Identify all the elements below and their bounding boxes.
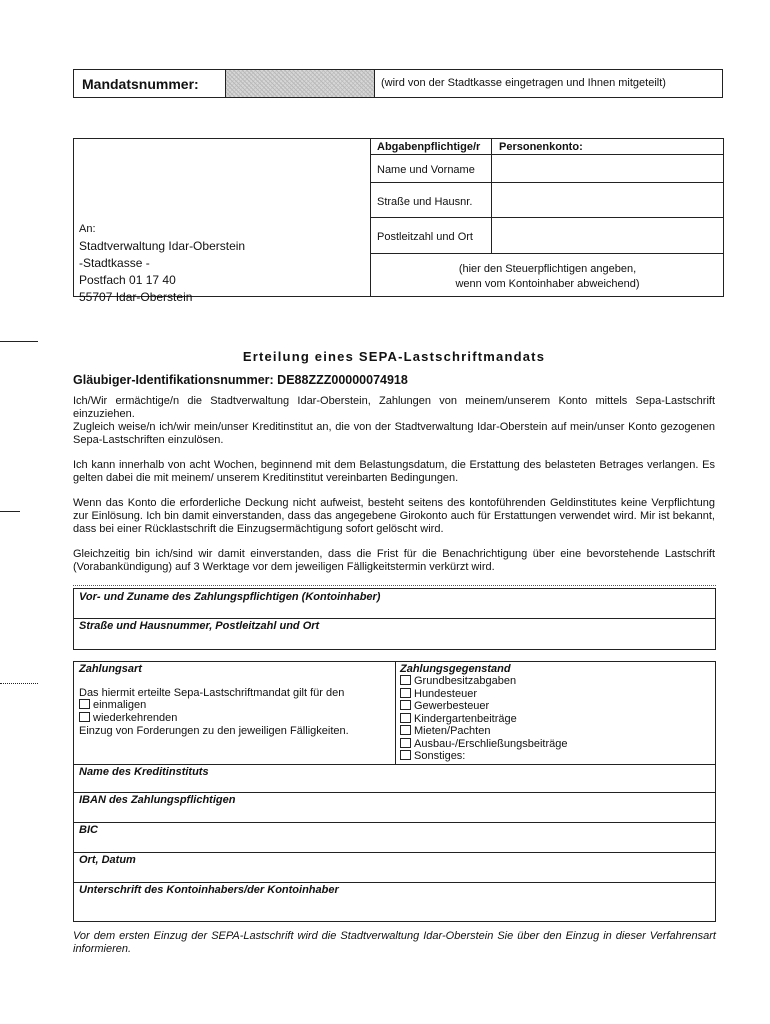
checkbox-subject[interactable] <box>400 675 411 685</box>
checkbox-subject[interactable] <box>400 700 411 710</box>
signature-label: Unterschrift des Kontoinhabers/der Kontoinhaber <box>79 884 339 896</box>
checkbox-recurring[interactable] <box>79 712 90 722</box>
payment-box <box>73 661 716 922</box>
fold-mark-middle <box>0 511 20 512</box>
payment-subject-label: Zahlungsgegenstand <box>400 663 511 675</box>
address-block <box>73 138 724 304</box>
recipient-address <box>79 221 245 306</box>
payment-type-label: Zahlungsart <box>79 663 142 675</box>
checkbox-once[interactable] <box>79 699 90 709</box>
mandate-text <box>73 395 715 574</box>
bank-line-4 <box>74 852 715 853</box>
bank-institute-label: Name des Kreditinstituts <box>79 766 209 778</box>
payer-row-zip: Postleitzahl und Ort <box>377 231 473 243</box>
payment-type-text: Das hiermit erteilte Sepa-Lastschriftmandat gilt für den <box>79 687 345 699</box>
iban-label: IBAN des Zahlungspflichtigen <box>79 794 236 806</box>
payer-street-field[interactable] <box>492 183 723 217</box>
subject-label: Hundesteuer <box>414 687 477 700</box>
payer-note <box>371 262 724 292</box>
payer-row-street: Straße und Hausnr. <box>377 196 473 208</box>
subject-label: Ausbau-/Erschließungsbeiträge <box>414 737 568 750</box>
subject-item[interactable] <box>400 700 567 713</box>
recipient-line2: -Stadtkasse - <box>79 256 150 270</box>
paragraph-1b: Zugleich weise/n ich/wir mein/unser Kreditinstitut an, die von der Stadtverwaltung Idar-Oberstein auf mein/unser Konto gezogenen Sepa-Lastschriften einzulösen. <box>73 421 715 446</box>
holder-box-divider <box>74 618 715 619</box>
fold-mark-top <box>0 341 38 342</box>
option-recurring-label: wiederkehrenden <box>93 712 178 724</box>
subject-label: Sonstiges: <box>414 750 466 762</box>
holder-box <box>73 588 716 650</box>
recipient-line1: Stadtverwaltung Idar-Oberstein <box>79 239 246 253</box>
checkbox-subject[interactable] <box>400 688 411 698</box>
bank-line-3 <box>74 822 715 823</box>
payer-zip-field[interactable] <box>492 218 723 253</box>
checkbox-subject[interactable] <box>400 713 411 723</box>
bank-institute-field[interactable] <box>74 779 715 792</box>
place-date-label: Ort, Datum <box>79 854 136 866</box>
option-once[interactable] <box>79 699 146 712</box>
subject-item[interactable] <box>400 675 567 688</box>
recipient-line3: Postfach 01 17 40 <box>79 273 176 287</box>
payer-header-left: Abgabenpflichtige/r <box>377 141 481 153</box>
subject-label: Gewerbesteuer <box>414 700 490 712</box>
bank-line-2 <box>74 792 715 793</box>
subject-label: Kindergartenbeiträge <box>414 712 517 725</box>
recipient-line4: 55707 Idar-Oberstein <box>79 290 193 304</box>
subject-item[interactable] <box>400 725 567 738</box>
holder-name-field[interactable] <box>74 603 715 618</box>
payer-row-name: Name und Vorname <box>377 164 475 176</box>
payer-note-line2: wenn vom Kontoinhaber abweichend) <box>455 278 640 290</box>
holder-address-label: Straße und Hausnummer, Postleitzahl und Ort <box>79 620 320 632</box>
subject-item[interactable] <box>400 713 567 726</box>
subject-label: Grundbesitzabgaben <box>414 675 517 687</box>
fold-mark-punch <box>0 683 38 684</box>
place-date-field[interactable] <box>74 867 715 882</box>
payer-note-line1: (hier den Steuerpflichtigen angeben, <box>458 263 637 275</box>
checkbox-subject[interactable] <box>400 738 411 748</box>
footer-note: Vor dem ersten Einzug der SEPA-Lastschrift wird die Stadtverwaltung Idar-Oberstein Sie über den Einzug in dieser Verfahrensart informieren. <box>73 930 716 955</box>
paragraph-3: Wenn das Konto die erforderliche Deckung nicht aufweist, besteht seitens des kontoführenden Geldinstitutes keine Verpflichtung zur Einlösung. Ich bin damit einverstanden, dass das angegebene Girokonto auch für Erstattungen verwendet wird. Mir ist bekannt, dass bei einer Rücklastschrift die Einzugsermächtigung sofort gelöscht wird. <box>73 497 715 535</box>
recipient-an: An: <box>79 223 96 235</box>
bank-line-1 <box>74 764 715 765</box>
subject-item[interactable] <box>400 750 567 763</box>
checkbox-subject[interactable] <box>400 725 411 735</box>
mandate-number-note: (wird von der Stadtkasse eingetragen und Ihnen mitgeteilt) <box>381 77 666 89</box>
creditor-id: Gläubiger-Identifikationsnummer: DE88ZZZ00000074918 <box>73 373 408 387</box>
mandate-number-field[interactable] <box>225 70 375 97</box>
payer-row-line-4 <box>370 253 723 254</box>
option-recurring[interactable] <box>79 712 177 725</box>
subject-item[interactable] <box>400 738 567 751</box>
subject-item[interactable] <box>400 688 567 701</box>
paragraph-4: Gleichzeitig bin ich/sind wir damit einverstanden, dass die Frist für die Benachrichtigung über eine bevorstehende Lastschrift (Vorabankündigung) auf 3 Werktage vor dem jeweiligen Fälligkeitstermin verkürzt wird. <box>73 548 715 573</box>
payer-name-field[interactable] <box>492 155 723 182</box>
signature-field[interactable] <box>74 897 715 921</box>
dotted-separator <box>73 585 716 586</box>
iban-field[interactable] <box>74 807 715 822</box>
checkbox-subject[interactable] <box>400 750 411 760</box>
bic-field[interactable] <box>74 837 715 852</box>
page-title: Erteilung eines SEPA-Lastschriftmandats <box>242 349 546 364</box>
subject-label: Mieten/Pachten <box>414 725 491 737</box>
option-once-label: einmaligen <box>93 699 147 711</box>
mandate-number-box <box>73 69 723 98</box>
payment-col-divider <box>395 662 396 764</box>
mandate-number-label: Mandatsnummer: <box>82 76 199 92</box>
payer-header-right: Personenkonto: <box>499 141 583 153</box>
paragraph-2: Ich kann innerhalb von acht Wochen, beginnend mit dem Belastungsdatum, die Erstattung des belasteten Betrages verlangen. Es gelten dabei die mit meinem/ unserem Kreditinstitut vereinbarten Bedingungen. <box>73 459 715 484</box>
paragraph-1: Ich/Wir ermächtige/n die Stadtverwaltung Idar-Oberstein, Zahlungen von meinem/unserem Konto mittels Sepa-Lastschrift einzuziehen. <box>73 395 715 420</box>
bic-label: BIC <box>79 824 98 836</box>
subject-list <box>400 675 567 763</box>
payment-type-footer: Einzug von Forderungen zu den jeweiligen Fälligkeiten. <box>79 725 349 737</box>
bank-line-5 <box>74 882 715 883</box>
holder-address-field[interactable] <box>74 633 715 649</box>
holder-name-label: Vor- und Zuname des Zahlungspflichtigen (Kontoinhaber) <box>79 591 381 603</box>
